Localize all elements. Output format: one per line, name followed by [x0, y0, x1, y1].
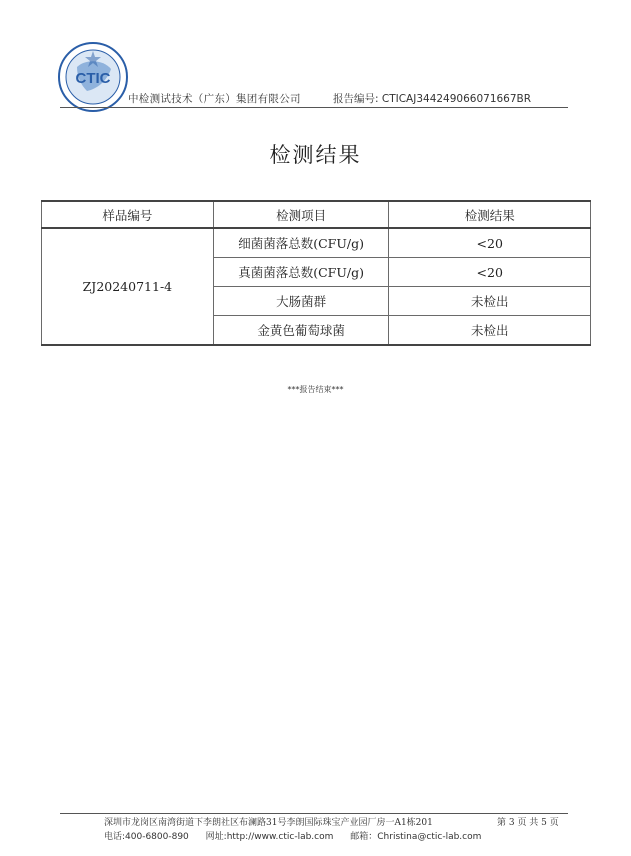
- test-result-cell: <20: [389, 228, 591, 258]
- test-item-cell: 细菌菌落总数(CFU/g): [213, 228, 389, 258]
- footer-phone: 电话:400-6800-890: [104, 832, 189, 842]
- sample-id-cell: ZJ20240711-4: [42, 228, 214, 345]
- report-number: 报告编号: CTICAJ344249066071667BR: [333, 93, 532, 105]
- footer-address: 深圳市龙岗区南湾街道下李朗社区布澜路31号李朗国际珠宝产业园厂房一A1栋201: [104, 818, 433, 828]
- table-header-row: [42, 201, 591, 228]
- footer-email[interactable]: 邮箱：Christina@ctic-lab.com: [350, 832, 482, 842]
- company-name: 中检测试技术（广东）集团有限公司: [128, 93, 301, 105]
- footer-contact: [104, 829, 495, 842]
- footer-divider: [60, 813, 568, 814]
- header-test-result: 检测结果: [389, 201, 591, 228]
- test-result-cell: <20: [389, 258, 591, 287]
- test-item-cell: 真菌菌落总数(CFU/g): [213, 258, 389, 287]
- report-end-note: ***报告结束***: [287, 385, 344, 394]
- test-result-cell: 未检出: [389, 316, 591, 346]
- page-title: 检测结果: [269, 143, 362, 167]
- header-test-item: 检测项目: [213, 201, 389, 228]
- page-number: 第 3 页 共 5 页: [497, 818, 559, 828]
- results-table: [41, 200, 591, 346]
- table-row: [42, 228, 591, 258]
- test-item-cell: 金黄色葡萄球菌: [213, 316, 389, 346]
- footer-website[interactable]: 网址:http://www.ctic-lab.com: [205, 832, 334, 842]
- logo-text: CTIC: [75, 70, 111, 87]
- ctic-logo: [57, 41, 129, 113]
- test-result-cell: 未检出: [389, 287, 591, 316]
- test-item-cell: 大肠菌群: [213, 287, 389, 316]
- header-divider: [60, 107, 568, 108]
- header-sample-id: 样品编号: [42, 201, 214, 228]
